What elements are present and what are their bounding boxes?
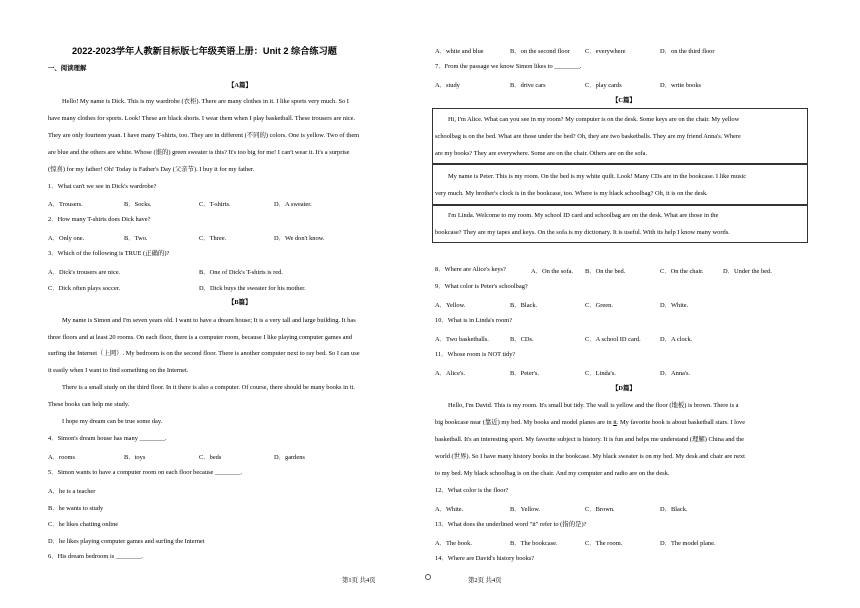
option: D．on the third floor <box>660 48 715 55</box>
option: A．Only one. <box>48 235 85 242</box>
part-d-heading: 【D篇】 <box>612 385 636 392</box>
passage-box-linda <box>432 205 808 243</box>
option: B．The bookcase. <box>510 540 558 547</box>
option: D．Anna's. <box>660 370 691 377</box>
option: A．study <box>435 82 460 89</box>
option: A．Alice's. <box>435 370 466 377</box>
option: B．he wants to study <box>48 505 104 512</box>
option: C．T-shirts. <box>199 201 231 208</box>
option: D．The model plane. <box>660 540 716 547</box>
passage-a-line: have many clothes for sports. Look! These are black shorts. I wear them when I play basketball. These trousers are nice. <box>48 115 356 122</box>
question-14: 14．Where are David's history books? <box>435 555 535 562</box>
option: B．toys <box>124 454 146 461</box>
passage-b-line: I hope my dream can be true some day. <box>62 418 163 425</box>
option: A．White. <box>435 506 464 513</box>
passage-c-line: are my books? They are everywhere. Some are on the chair. Others are on the sofa. <box>435 150 648 157</box>
question-9: 9．What color is Peter's schoolbag? <box>435 283 528 290</box>
passage-b-line: These books can help me study. <box>48 401 130 408</box>
option: D．A sweater. <box>274 201 312 208</box>
option: C．play cards <box>585 82 622 89</box>
passage-c-line: My name is Peter. This is my room. On the bed is my white quilt. Look! Many CDs are in the bookcase. I like music <box>448 173 747 180</box>
option: C．beds <box>199 454 222 461</box>
option: B．Yellow. <box>510 506 541 513</box>
option: D．Under the bed. <box>723 268 772 275</box>
option: C．he likes chatting online <box>48 521 119 528</box>
passage-d-line: to my bed. My black schoolbag is on the chair. And my computer and radio are on the desk. <box>435 470 670 477</box>
question-4: 4．Simon's dream house has many ________. <box>48 435 167 442</box>
passage-a-line: (惊喜) for my father! Oh! Today is Father's Day (父亲节). I buy it for my father. <box>48 166 255 173</box>
option: C．Three. <box>199 235 227 242</box>
option: D．he likes playing computer games and surfing the Internet <box>48 538 205 545</box>
passage-c-line: very much. My brother's clock is in the bookcase, too. Where is my black schoolbag? Oh, it is on the desk. <box>435 190 708 197</box>
page-number-right: 第2页 共4页 <box>468 577 502 584</box>
question-12: 12．What color is the floor? <box>435 487 509 494</box>
option: C．everywhere <box>585 48 626 55</box>
page-number-left: 第1页 共4页 <box>342 577 376 584</box>
option: B．One of Dick's T-shirts is red. <box>199 269 283 276</box>
question-7: 7．From the passage we know Simon likes to ________. <box>435 63 582 70</box>
part-c-heading: 【C篇】 <box>612 97 636 104</box>
passage-d-line <box>435 419 745 427</box>
option: B．on the second floor <box>510 48 570 55</box>
option: B．Black. <box>510 302 538 309</box>
option: C．Dick often plays soccer. <box>48 285 121 292</box>
question-5: 5．Simon wants to have a computer room on each floor because ________. <box>48 469 243 476</box>
option: D．White. <box>660 302 689 309</box>
question-1: 1．What can't we see in Dick's wardrobe? <box>48 183 157 190</box>
option: C．Brown. <box>585 506 615 513</box>
right-page <box>430 0 860 608</box>
option: A．Yellow. <box>435 302 466 309</box>
option: A．he is a teacher <box>48 488 96 495</box>
passage-b-line: surfing the Internet（上网）. My bedroom is on the second floor. There is another computer next to ray bed. So I can use <box>48 350 360 357</box>
passage-d-text: . My favorite book is about basketball stars. I love <box>616 419 746 426</box>
option: B．Peter's. <box>510 370 540 377</box>
passage-d-line: Hello, I'm David. This is my room. It's small but tidy. The wall is yellow and the floor (地板) is brown. There is a <box>448 402 739 409</box>
option: A．rooms <box>48 454 75 461</box>
underlined-word: it <box>613 419 617 426</box>
question-8: 8．Where are Alice's keys? <box>435 266 506 273</box>
passage-d-text: big bookcase near (靠近) my bed. My books and model planes are in <box>435 419 614 426</box>
option: D．Dick buys the sweater for his mother. <box>199 285 306 292</box>
option: D．Black. <box>660 506 688 513</box>
question-2: 2．How many T-shirts does Dick have? <box>48 216 151 223</box>
option: B．Socks. <box>124 201 152 208</box>
passage-a-line: They are only fourteen yuan. I have many T-shirts, too. They are in different (不同的) colors. One is yellow. Two of them <box>48 132 360 139</box>
passage-c-line: bookcase? They are my tapes and keys. On the sofa is my dictionary. It is useful. With its help I know many words. <box>435 229 730 236</box>
passage-c-line: I'm Linda. Welcome to my room. My school ID card and schoolbag are on the desk. What are those in the <box>448 212 719 219</box>
option: C．Green. <box>585 302 613 309</box>
passage-a-line: are blue and the others are white. Whose (谁的) green sweater is this? It's too big for me! I can't wear it. It's a surprise <box>48 149 350 156</box>
option: A．white and blue <box>435 48 484 55</box>
option: A．Dick's trousers are nice. <box>48 269 121 276</box>
question-3: 3．Which of the following is TRUE (正确的)? <box>48 250 170 257</box>
option: D．A clock. <box>660 336 693 343</box>
option: A．The book. <box>435 540 472 547</box>
option: A．On the sofa. <box>531 268 574 275</box>
part-a-heading: 【A篇】 <box>228 82 252 89</box>
question-11: 11．Whose room is NOT tidy? <box>435 351 516 358</box>
question-13: 13．What does the underlined word "it" refer to (指的是)? <box>435 521 587 528</box>
option: C．On the chair. <box>660 268 704 275</box>
option: A．Trousers. <box>48 201 83 208</box>
option: C．The room. <box>585 540 623 547</box>
option: D．We don't know. <box>274 235 325 242</box>
option: D．gardens <box>274 454 305 461</box>
option: D．write books <box>660 82 702 89</box>
option: B．On the bed. <box>585 268 626 275</box>
document-title: 2022-2023学年人教新目标版七年级英语上册：Unit 2 综合练习题 <box>72 46 337 56</box>
option: B．Two. <box>124 235 148 242</box>
passage-d-line: world (世界). So I have many history books in the bookcase. My black sweater is on my bed. My desk and chair are next <box>435 453 745 460</box>
part-b-heading: 【B篇】 <box>228 299 252 306</box>
option: A．Two basketballs. <box>435 336 489 343</box>
passage-box-peter <box>432 164 808 205</box>
passage-c-line: Hi, I'm Alice. What can you see in my room? My computer is on the desk. Some keys are on the chair. My yellow <box>448 116 740 123</box>
section-heading: 一、阅读理解 <box>48 65 87 72</box>
passage-d-line: basketball. It's an interesting sport. My favorite subject is history. It is fun and helps me understand (理解) China and the <box>435 436 745 443</box>
option: B．CDs. <box>510 336 534 343</box>
option: B．drive cars <box>510 82 546 89</box>
option: C．Linda's. <box>585 370 616 377</box>
passage-b-line: three floors and at least 20 rooms. On each floor, there is a computer room, because I like playing computer games and <box>48 334 352 341</box>
passage-a-line: Hello! My name is Dick. This is my wardrobe (衣柜). There are many clothes in it. I like sports very much. So I <box>62 98 349 105</box>
option: C．A school ID card. <box>585 336 641 343</box>
passage-b-line: There is a small study on the third floor. In it there is also a computer. Of course, there should be many books in it. <box>62 384 355 391</box>
passage-b-line: My name is Simon and I'm seven years old. I want to have a dream house; It is a very tall and large building. It has <box>62 317 356 324</box>
passage-b-line: it easily when I want to find something on the Internet. <box>48 367 189 374</box>
passage-c-line: schoolbag is on the bed. What are those under the bed? Oh, they are two basketballs. They are my friend Anna's. Where <box>435 133 741 140</box>
question-10: 10．What is in Linda's room? <box>435 317 513 324</box>
question-6: 6．His dream bedroom is ________. <box>48 553 143 560</box>
binding-hole-icon <box>425 574 431 580</box>
